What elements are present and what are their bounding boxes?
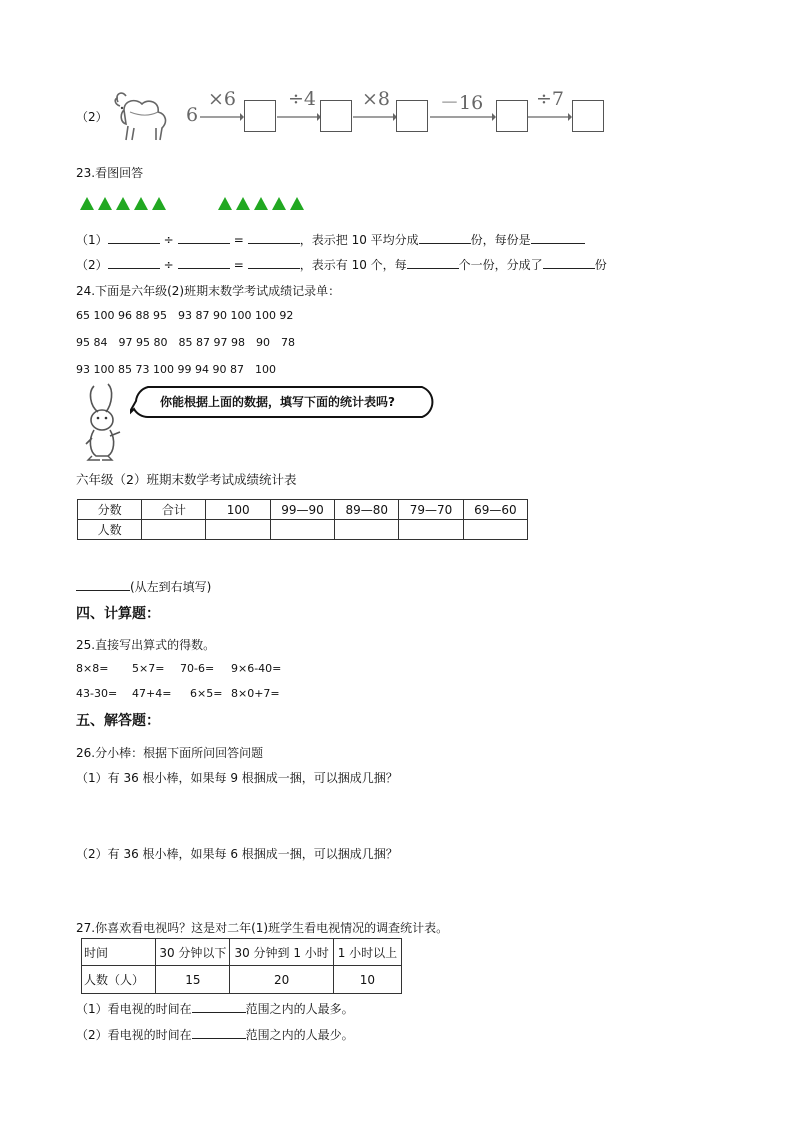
q26-part-1: （1）有 36 根小棒，如果每 9 根捆成一捆，可以捆成几捆？ <box>76 771 398 785</box>
arrow-right-icon <box>430 112 496 122</box>
blank[interactable] <box>192 1026 246 1039</box>
blank[interactable] <box>192 1000 246 1013</box>
value-cell: 10 <box>333 966 401 994</box>
triangle-icon <box>218 197 232 210</box>
triangle-icon <box>134 197 148 210</box>
header-cell: 30 分钟到 1 小时 <box>230 939 333 966</box>
tv-survey-table <box>81 938 402 994</box>
answer-cell[interactable] <box>399 520 463 540</box>
header-cell: 时间 <box>82 939 156 966</box>
chain-start: 6 <box>186 104 199 126</box>
row-label-cell: 人数 <box>78 520 142 540</box>
blank[interactable] <box>178 231 230 244</box>
triangle-icon <box>152 197 166 210</box>
row-label-cell: 人数（人） <box>82 966 156 994</box>
chain-op-2: ÷4 <box>288 88 317 110</box>
answer-cell[interactable] <box>270 520 334 540</box>
q25-expr: 43-30= <box>76 687 118 700</box>
q23-line-1: （1） ÷ = ，表示把 10 平均分成 份，每份是 <box>76 231 585 248</box>
q26-part-2: （2）有 36 根小棒，如果每 6 根捆成一捆，可以捆成几捆？ <box>76 847 398 861</box>
blank[interactable] <box>248 256 300 269</box>
q24-title: 24.下面是六年级(2)班期末数学考试成绩记录单： <box>76 284 341 298</box>
rabbit-icon <box>78 382 134 462</box>
answer-cell[interactable] <box>206 520 270 540</box>
value-cell: 15 <box>156 966 230 994</box>
q27-part-1: （1）看电视的时间在 范围之内的人最多。 <box>76 1002 354 1016</box>
score-row-3: 93 100 85 73 100 99 94 90 87 100 <box>76 363 276 376</box>
q23-title: 23.看图回答 <box>76 166 144 180</box>
answer-cell[interactable] <box>463 520 527 540</box>
arrow-right-icon <box>528 112 572 122</box>
triangle-icon <box>98 197 112 210</box>
blank[interactable] <box>531 231 585 244</box>
answer-cell[interactable] <box>142 520 206 540</box>
blank[interactable] <box>407 256 459 269</box>
answer-box-2[interactable] <box>320 100 352 132</box>
q25-expr: 8×8= <box>76 662 109 675</box>
triangle-group-right <box>218 197 308 213</box>
value-cell: 20 <box>230 966 333 994</box>
q25-title: 25.直接写出算式的得数。 <box>76 638 216 652</box>
header-cell: 79—70 <box>399 500 463 520</box>
bubble-text: 你能根据上面的数据，填写下面的统计表吗? <box>160 395 395 409</box>
header-cell: 89—80 <box>335 500 399 520</box>
answer-box-5[interactable] <box>572 100 604 132</box>
fill-note: (从左到右填写) <box>76 578 211 595</box>
blank[interactable] <box>248 231 300 244</box>
header-cell: 100 <box>206 500 270 520</box>
section-4-title: 四、计算题： <box>76 606 160 622</box>
blank[interactable] <box>543 256 595 269</box>
q26-title: 26.分小棒：根据下面所问回答问题 <box>76 746 264 760</box>
q27-part-2: （2）看电视的时间在 范围之内的人最少。 <box>76 1028 354 1042</box>
header-cell: 99—90 <box>270 500 334 520</box>
score-row-2: 95 84 97 95 80 85 87 97 98 90 78 <box>76 336 295 349</box>
blank[interactable] <box>76 578 130 591</box>
header-cell: 分数 <box>78 500 142 520</box>
q25-expr: 5×7= <box>132 662 165 675</box>
arrow-right-icon <box>277 112 321 122</box>
triangle-icon <box>254 197 268 210</box>
table-title: 六年级（2）班期末数学考试成绩统计表 <box>76 472 297 487</box>
chain-op-3: ×8 <box>362 88 391 110</box>
header-cell: 30 分钟以下 <box>156 939 230 966</box>
header-cell: 69—60 <box>463 500 527 520</box>
answer-box-4[interactable] <box>496 100 528 132</box>
triangle-icon <box>290 197 304 210</box>
blank[interactable] <box>178 256 230 269</box>
q25-expr: 70-6= <box>180 662 215 675</box>
triangle-icon <box>116 197 130 210</box>
chain-op-1: ×6 <box>208 88 237 110</box>
chain-op-5: ÷7 <box>536 88 565 110</box>
q25-expr: 47+4= <box>132 687 172 700</box>
header-cell: 合计 <box>142 500 206 520</box>
q22-label: （2） <box>76 110 108 124</box>
q25-expr: 9×6-40= <box>231 662 282 675</box>
blank[interactable] <box>108 231 160 244</box>
triangle-icon <box>236 197 250 210</box>
q27-title: 27.你喜欢看电视吗？这是对二年(1)班学生看电视情况的调查统计表。 <box>76 921 449 935</box>
section-5-title: 五、解答题： <box>76 713 160 729</box>
answer-box-3[interactable] <box>396 100 428 132</box>
q25-expr: 6×5= <box>190 687 223 700</box>
goat-icon <box>110 88 172 144</box>
q23-line-2: （2） ÷ = ，表示有 10 个，每 个一份，分成了 份 <box>76 258 607 272</box>
chain-op-4: －16 <box>440 92 484 114</box>
triangle-icon <box>272 197 286 210</box>
header-cell: 1 小时以上 <box>333 939 401 966</box>
q25-expr: 8×0+7= <box>231 687 280 700</box>
arrow-right-icon <box>353 112 397 122</box>
blank[interactable] <box>419 231 471 244</box>
answer-box-1[interactable] <box>244 100 276 132</box>
answer-cell[interactable] <box>335 520 399 540</box>
arrow-right-icon <box>200 112 244 122</box>
blank[interactable] <box>108 256 160 269</box>
score-stats-table <box>77 499 528 540</box>
triangle-group-left <box>80 197 170 213</box>
score-row-1: 65 100 96 88 95 93 87 90 100 100 92 <box>76 309 294 322</box>
triangle-icon <box>80 197 94 210</box>
